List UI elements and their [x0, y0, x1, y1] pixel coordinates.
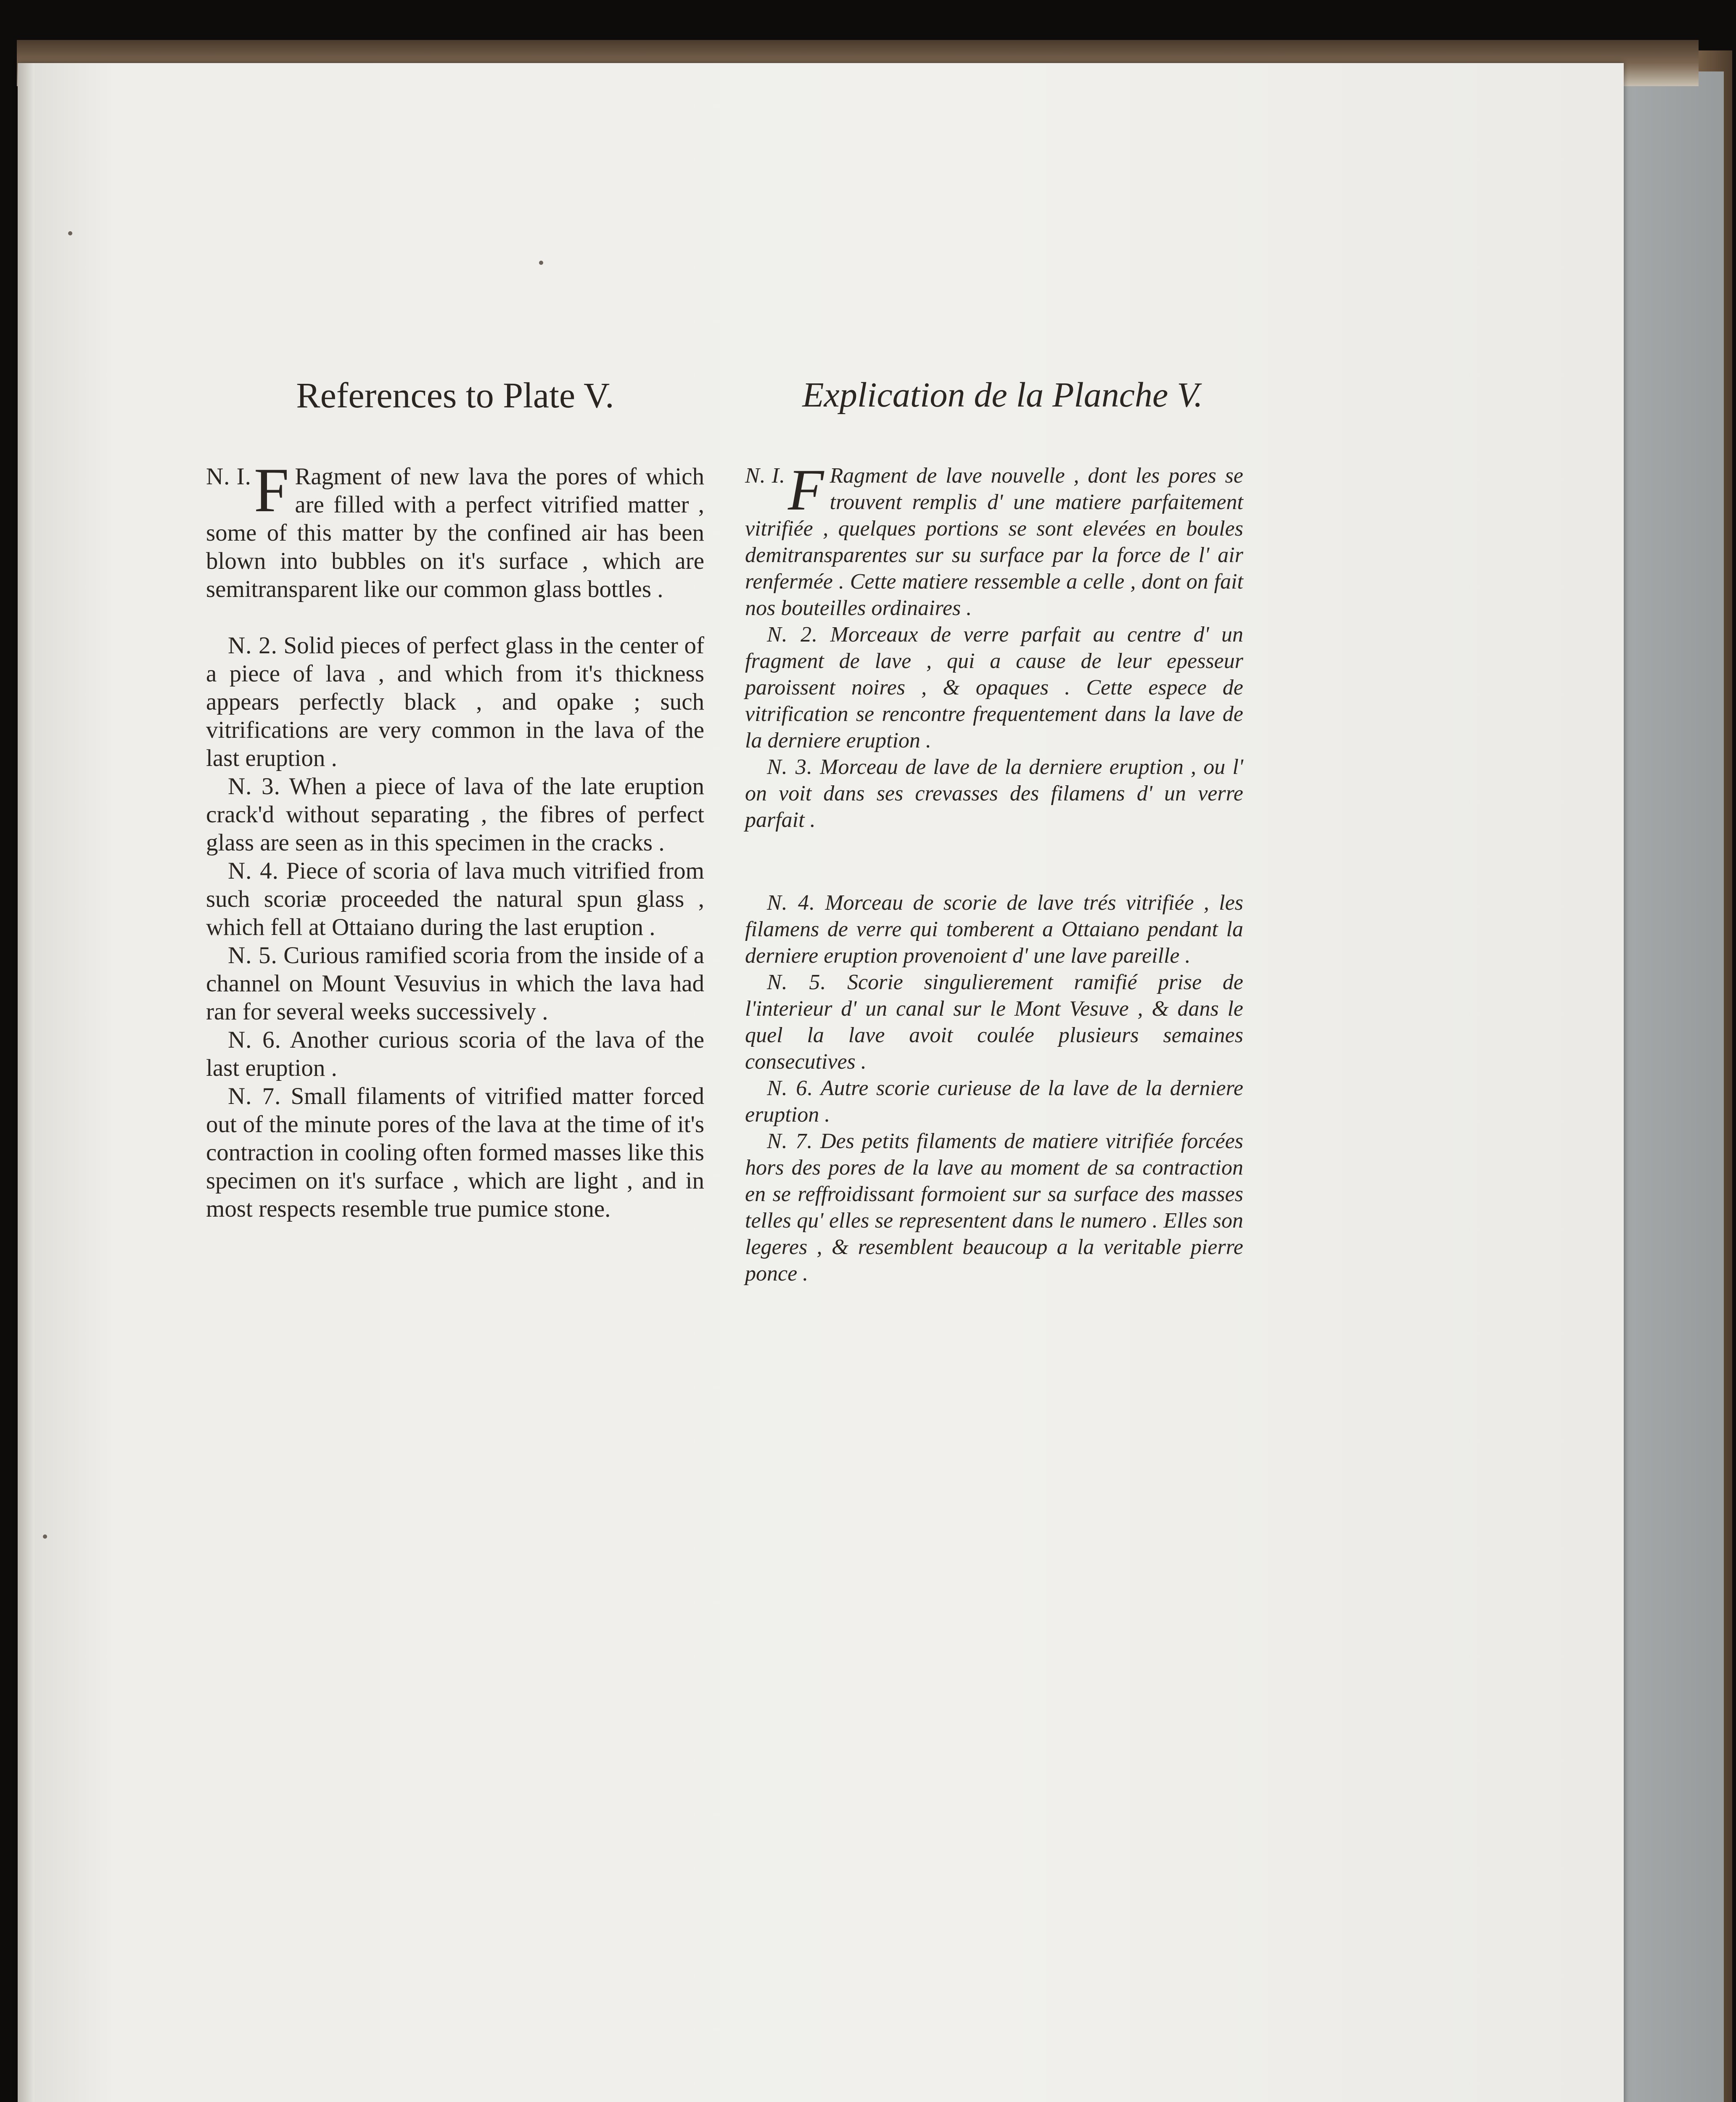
entry-text: Small filaments of vitrified matter forced out of the minute pores of the lava at the time of it's contraction in cooling often formed masses like this specimen on it's surface , which are light , and in most respects resemble true pumice stone.	[206, 1083, 705, 1222]
paper-speck	[539, 261, 543, 265]
paper-speck	[68, 231, 72, 235]
entry-number: N. 5.	[228, 942, 277, 969]
english-entry-2	[206, 631, 704, 772]
english-entry-3	[206, 772, 704, 857]
entry-text: Scorie singulierement ramifié prise de l'interieur d' un canal sur le Mont Vesuve , & dans le quel la lave avoit coulée plusieurs semaines consecutives .	[745, 970, 1244, 1074]
entry-text: Curious ramified scoria from the inside of a channel on Mount Vesuvius in which the lava had ran for several weeks successively .	[206, 942, 704, 1025]
english-entry-6	[206, 1026, 704, 1082]
entry-text: Ragment de lave nouvelle , dont les pores se trouvent remplis d' une matiere parfaitement vitrifiée , quelques portions se sont elevées en boules demitransparentes sur su surface par la force de l' air renfermée . Cette matiere ressemble a celle , dont on fait nos bouteilles ordinaires .	[745, 464, 1243, 620]
english-entry-4	[206, 857, 704, 941]
english-column	[206, 374, 704, 1223]
entry-text: Ragment of new lava the pores of which are filled with a perfect vitrified matter , some of this matter by the confined air has been blown into bubbles on it's surface , which are semitransparent like our common glass bottles .	[206, 463, 704, 602]
entry-number: N. 6.	[228, 1027, 281, 1053]
entry-text: Morceau de scorie de lave trés vitrifiée , les filamens de verre qui tomberent a Ottaiano pendant la derniere eruption provenoient d' une lave pareille .	[745, 891, 1244, 968]
entry-number: N. 4.	[228, 858, 279, 884]
entry-number: N. 7.	[228, 1083, 281, 1109]
entry-number: N. 2.	[767, 623, 818, 647]
page-sheet	[18, 63, 1624, 2102]
entry-number: N. 2.	[228, 632, 277, 659]
french-entry-6	[745, 1075, 1243, 1128]
entry-text: Morceau de lave de la derniere eruption , ou l' on voit dans ses crevasses des filamens d' un verre parfait .	[745, 755, 1244, 832]
french-entry-2	[745, 621, 1243, 754]
entry-number: N. 3.	[228, 773, 280, 800]
english-entry-7	[206, 1082, 704, 1223]
entry-number: N. 6.	[767, 1076, 814, 1100]
entry-number: N. 7.	[767, 1129, 813, 1153]
drop-capital: F	[254, 455, 289, 525]
entry-text: Piece of scoria of lava much vitrified from such scoriæ proceeded the natural spun glass , which fell at Ottaiano during the last eruption .	[206, 858, 705, 940]
entry-number: N. 3.	[767, 755, 813, 779]
page-gutter	[18, 63, 34, 2102]
entry-text: Solid pieces of perfect glass in the center of a piece of lava , and which from it's thickness appears perfectly black , and opake ; such vitrifications are very common in the lava of the last eruption .	[206, 632, 705, 771]
entry-text: Des petits filaments de matiere vitrifiée forcées hors des pores de la lave au moment de sa contraction en se reffroidissant formoient sur sa surface des masses telles qu' elles se representent dans le numero . Elles son legeres , & resemblent beaucoup a la veritable pierre ponce .	[745, 1129, 1244, 1286]
french-heading: Explication de la Planche V.	[802, 375, 1203, 415]
french-column	[745, 374, 1243, 1287]
paper-speck	[43, 1534, 47, 1539]
french-entry-3	[745, 754, 1243, 833]
entry-number: N. I.	[745, 464, 785, 488]
entry-text: When a piece of lava of the late eruption crack'd without separating , the fibres of perfect glass are seen as in this specimen in the cracks .	[206, 773, 704, 856]
entry-number: N. I.	[206, 463, 251, 490]
french-entry-4	[745, 890, 1243, 969]
english-entry-5	[206, 941, 704, 1026]
entry-number: N. 5.	[767, 970, 827, 994]
entry-text: Autre scorie curieuse de la lave de la derniere eruption .	[745, 1076, 1244, 1127]
entry-number: N. 4.	[767, 891, 816, 915]
french-entry-5	[745, 969, 1243, 1075]
entry-text: Morceaux de verre parfait au centre d' un fragment de lave , qui a cause de leur epesseur paroissent noires , & opaques . Cette espece de vitrification se rencontre frequentement dans la lave de la derniere eruption .	[745, 623, 1244, 753]
entry-text: Another curious scoria of the lava of the last eruption .	[206, 1027, 704, 1081]
drop-capital: F	[788, 457, 824, 523]
french-entry-1	[745, 457, 1243, 621]
english-heading: References to Plate V.	[296, 375, 614, 415]
french-entry-7	[745, 1128, 1243, 1287]
english-entry-1	[206, 455, 704, 603]
